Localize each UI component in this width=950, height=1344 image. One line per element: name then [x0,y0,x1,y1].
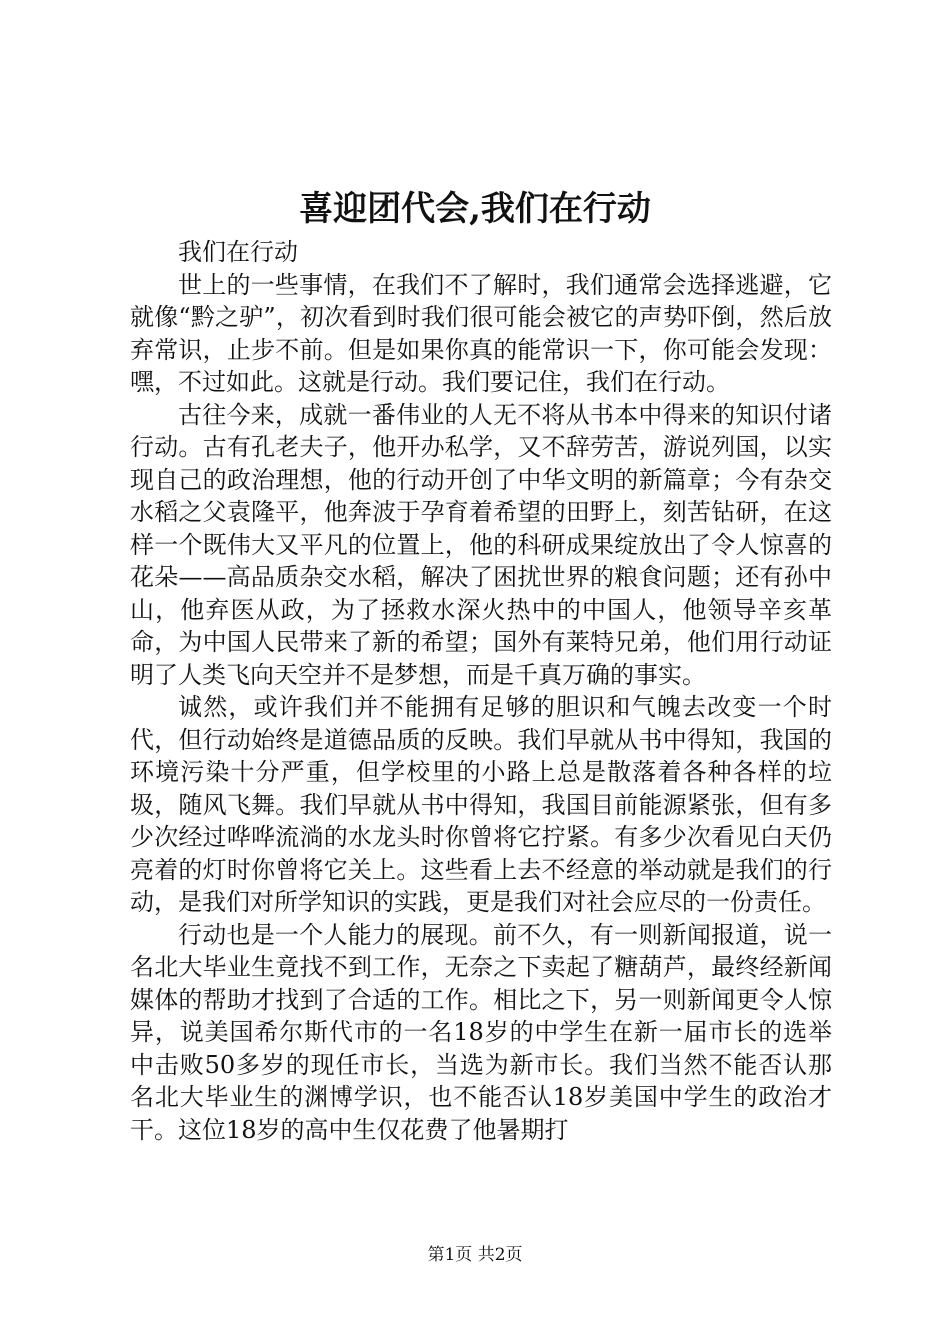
paragraph-subtitle: 我们在行动 [178,238,298,266]
page-footer: 第1页 共2页 [427,1245,523,1265]
paragraph-4: 行动也是一个人能力的展现。前不久，有一则新闻报道，说一名北大毕业生竟找不到工作，无奈之下卖起了糖葫芦，最终经新闻媒体的帮助才找到了合适的工作。相比之下，另一则新闻更令人惊异，说美国希尔斯代市的一名18岁的中学生在新一届市长的选举中击败50多岁的现任市长，当选为新市长。我们当然不能否认那名北大毕业生的渊博学识，也不能否认18岁美国中学生的政治才干。这位18岁的高中生仅花费了他暑期打 [130,920,832,1144]
paragraph-3: 诚然，或许我们并不能拥有足够的胆识和气魄去改变一个时代，但行动始终是道德品质的反映。我们早就从书中得知，我国的环境污染十分严重，但学校里的小路上总是散落着各种各样的垃圾，随风飞舞。我们早就从书中得知，我国目前能源紧张，但有多少次经过哗哗流淌的水龙头时你曾将它拧紧。有多少次看见白天仍亮着的灯时你曾将它关上。这些看上去不经意的举动就是我们的行动，是我们对所学知识的实践，更是我们对社会应尽的一份责任。 [130,693,832,916]
document-body [130,236,832,1146]
paragraph-2: 古往今来，成就一番伟业的人无不将从书本中得来的知识付诸行动。古有孔老夫子，他开办私学，又不辞劳苦，游说列国，以实现自己的政治理想，他的行动开创了中华文明的新篇章；今有杂交水稻之父袁隆平，他奔波于孕育着希望的田野上，刻苦钻研，在这样一个既伟大又平凡的位置上，他的科研成果绽放出了令人惊喜的花朵——高品质杂交水稻，解决了困扰世界的粮食问题；还有孙中山，他弃医从政，为了拯救水深火热中的中国人，他领导辛亥革命，为中国人民带来了新的希望；国外有莱特兄弟，他们用行动证明了人类飞向天空并不是梦想，而是千真万确的事实。 [130,400,832,689]
paragraph-1: 世上的一些事情，在我们不了解时，我们通常会选择逃避，它就像“黔之驴”，初次看到时我们很可能会被它的声势吓倒，然后放弃常识，止步不前。但是如果你真的能常识一下，你可能会发现：嘿，不过如此。这就是行动。我们要记住，我们在行动。 [130,270,832,396]
document-title: 喜迎团代会,我们在行动 [299,189,651,229]
